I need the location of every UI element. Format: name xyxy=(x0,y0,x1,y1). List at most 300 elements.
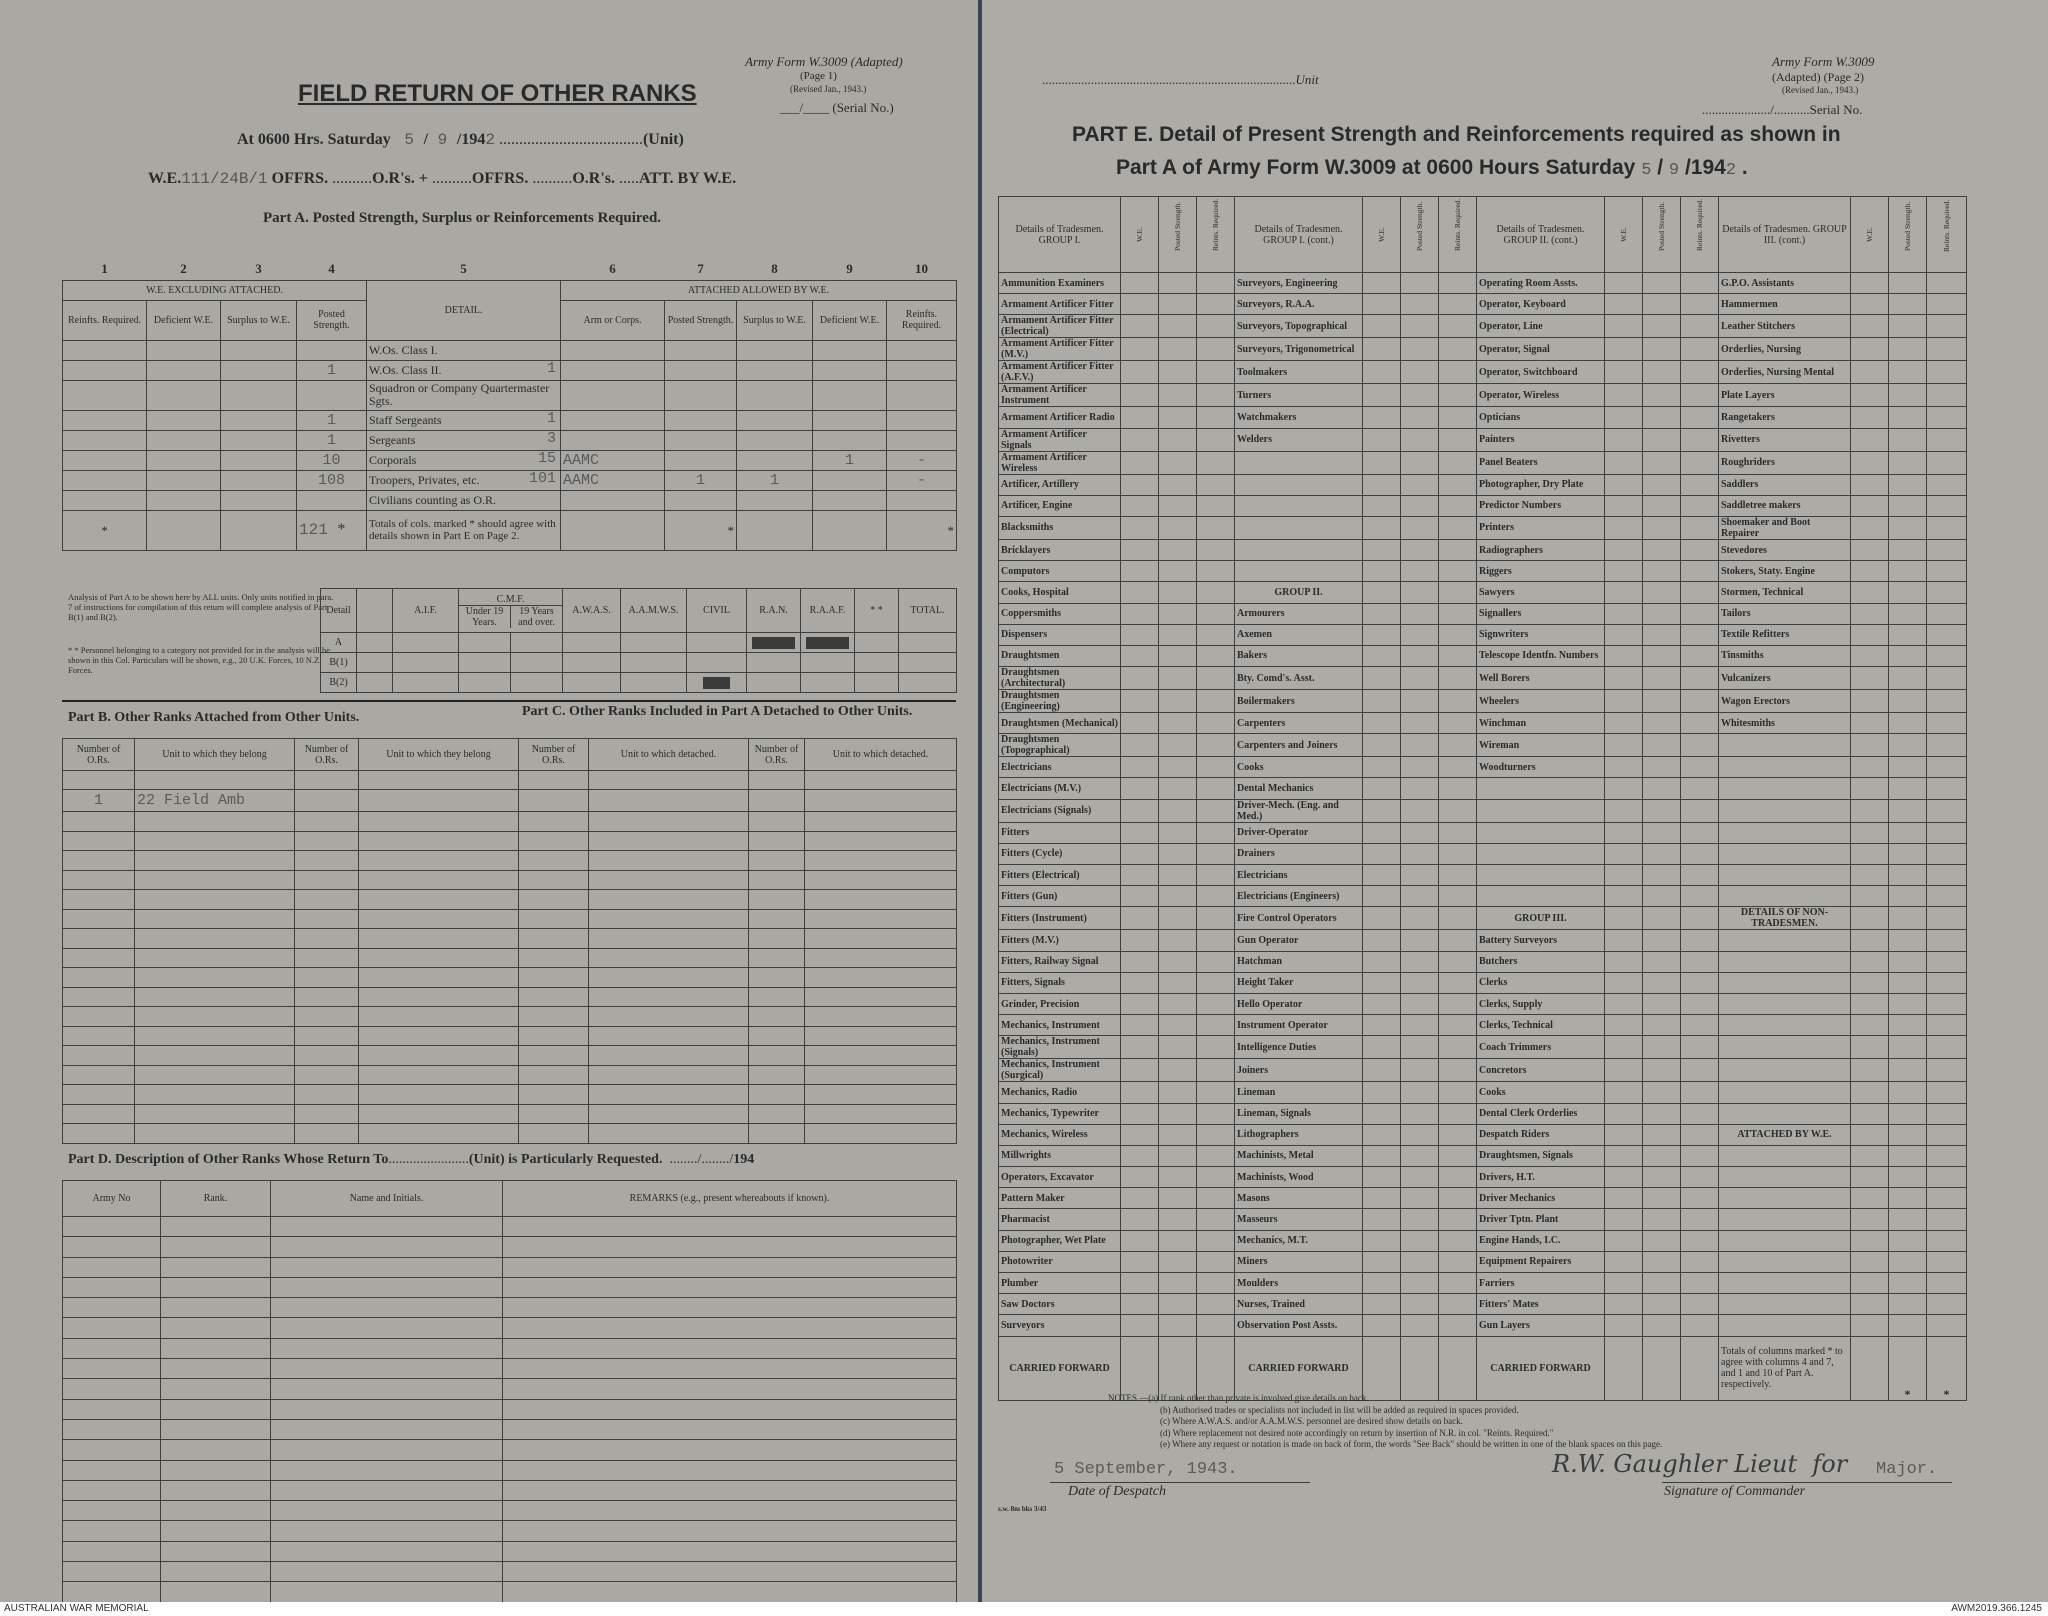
part-d-header: Rank. xyxy=(161,1181,271,1217)
row-att-def xyxy=(813,380,887,410)
row-detail: Sergeants xyxy=(369,432,416,447)
trades-subheader: W.E. xyxy=(1377,227,1386,242)
page-1 xyxy=(0,0,979,1602)
trade-name: Dispensers xyxy=(999,624,1121,645)
trade-name: Armourers xyxy=(1235,603,1363,624)
star-mark: * xyxy=(1927,1336,1967,1400)
serial-no-2: ...................../...........Serial No. xyxy=(1702,102,1863,117)
star-mark: * xyxy=(887,510,957,550)
part-a-row xyxy=(63,430,957,450)
col-num: 10 xyxy=(887,258,957,280)
trade-name: Tinsmiths xyxy=(1719,645,1851,666)
trade-name: Bakers xyxy=(1235,645,1363,666)
part-b-unit: 22 Field Amb xyxy=(135,790,295,812)
trades-row xyxy=(999,1059,1967,1082)
analysis-header: R.A.A.F. xyxy=(801,589,855,633)
trade-name: Farriers xyxy=(1477,1273,1605,1294)
trade-name: Photowriter xyxy=(999,1251,1121,1272)
trade-name: Millwrights xyxy=(999,1145,1121,1166)
trade-name: Armament Artificer Signals xyxy=(999,428,1121,451)
trades-subheader: Posted Strength. xyxy=(1903,201,1912,251)
part-a-row xyxy=(63,450,957,470)
trades-row xyxy=(999,451,1967,474)
we-line: W.E.111/24B/1 OFFRS. ..........O.R's. + ..........OFFRS. ..........O.R's. .....ATT. BY W.E. xyxy=(148,170,737,188)
analysis-header: A.I.F. xyxy=(393,589,459,633)
trade-name: Masseurs xyxy=(1235,1209,1363,1230)
trade-name xyxy=(1477,778,1605,799)
trade-name xyxy=(1719,778,1851,799)
trade-name: Toolmakers xyxy=(1235,361,1363,384)
row-arm xyxy=(561,340,665,360)
trade-name xyxy=(1719,1230,1851,1251)
analysis-row-label: B(1) xyxy=(321,653,357,673)
trade-name: Miners xyxy=(1235,1251,1363,1272)
trade-name xyxy=(1235,495,1363,516)
trade-name: Stevedores xyxy=(1719,539,1851,560)
trades-header: Details of Tradesmen. GROUP I. (cont.) xyxy=(1235,197,1363,273)
trade-name: Mechanics, M.T. xyxy=(1235,1230,1363,1251)
row-arm xyxy=(561,380,665,410)
trade-name xyxy=(1719,886,1851,907)
carried-forward: CARRIED FORWARD xyxy=(1477,1336,1605,1400)
trades-subheader: W.E. xyxy=(1865,227,1874,242)
trade-name: Mechanics, Instrument (Surgical) xyxy=(999,1059,1121,1082)
row-att-posted: 1 xyxy=(665,470,737,490)
trade-name: Operator, Keyboard xyxy=(1477,294,1605,315)
trade-name: Woodturners xyxy=(1477,757,1605,778)
footer-left: AUSTRALIAN WAR MEMORIAL xyxy=(4,1603,149,1614)
part-a-row xyxy=(63,410,957,430)
trade-name xyxy=(1477,843,1605,864)
subheader: Reinfts. Required. xyxy=(63,300,147,340)
part-e-title-line2: Part A of Army Form W.3009 at 0600 Hours Saturday 5 / 9 /1942 . xyxy=(1116,156,1748,180)
part-a-row xyxy=(63,340,957,360)
row-detail: Staff Sergeants xyxy=(369,412,442,427)
trade-name: Despatch Riders xyxy=(1477,1124,1605,1145)
row-posted xyxy=(297,340,367,360)
trades-row xyxy=(999,428,1967,451)
trade-name: Printers xyxy=(1477,516,1605,539)
subheader: Posted Strength. xyxy=(297,300,367,340)
trade-name: Fitters (Electrical) xyxy=(999,865,1121,886)
carried-forward-row xyxy=(999,1336,1967,1400)
trade-name xyxy=(1477,799,1605,822)
trades-row xyxy=(999,734,1967,757)
trade-name: Mechanics, Instrument (Signals) xyxy=(999,1036,1121,1059)
form-revised-2: (Revised Jan., 1943.) xyxy=(1782,85,1859,95)
row-att-reinf xyxy=(887,380,957,410)
star-mark: * xyxy=(63,510,147,550)
part-b-title: Part B. Other Ranks Attached from Other Units. xyxy=(68,710,360,725)
analysis-note: Analysis of Part A to be shown here by ALL units. Only units notified in para. 7 of instructions for compilation of this return will complete analysis of Part B(1) and B(2). xyxy=(68,592,334,622)
trade-name: Armament Artificer Instrument xyxy=(999,384,1121,407)
trade-name xyxy=(1719,1059,1851,1082)
trades-row xyxy=(999,1188,1967,1209)
row-detail: Squadron or Company Quartermaster Sgts. xyxy=(369,381,550,408)
trade-name: Ammunition Examiners xyxy=(999,273,1121,294)
subheader: Reinfts. Required. xyxy=(887,300,957,340)
trade-name xyxy=(1477,886,1605,907)
trades-row xyxy=(999,1273,1967,1294)
trades-row xyxy=(999,690,1967,713)
part-e-table xyxy=(998,196,1967,1401)
trades-row xyxy=(999,865,1967,886)
trades-row xyxy=(999,843,1967,864)
col-num: 5 xyxy=(367,258,561,280)
trade-name xyxy=(1719,1251,1851,1272)
trade-name: GROUP II. xyxy=(1235,582,1363,603)
despatch-date: 5 September, 1943. xyxy=(1054,1460,1238,1479)
trade-name: Electricians xyxy=(1235,865,1363,886)
trades-row xyxy=(999,993,1967,1014)
part-d-header: Army No xyxy=(63,1181,161,1217)
trades-row xyxy=(999,1082,1967,1103)
detail-header: DETAIL. xyxy=(367,280,561,340)
trade-name xyxy=(1719,1167,1851,1188)
trades-row xyxy=(999,822,1967,843)
trade-name: Lineman xyxy=(1235,1082,1363,1103)
trades-row xyxy=(999,799,1967,822)
part-bc-table xyxy=(62,738,957,1144)
trade-name: Bty. Comd's. Asst. xyxy=(1235,667,1363,690)
trade-name: Mechanics, Typewriter xyxy=(999,1103,1121,1124)
trades-subheader: Reints. Required. xyxy=(1695,198,1704,251)
trade-name: Draughtsmen (Topographical) xyxy=(999,734,1121,757)
trades-header: Details of Tradesmen. GROUP II. (cont.) xyxy=(1477,197,1605,273)
part-b-number: 1 xyxy=(63,790,135,812)
trades-subheader: W.E. xyxy=(1619,227,1628,242)
row-att-def xyxy=(813,430,887,450)
row-att-posted xyxy=(665,410,737,430)
trade-name: DETAILS OF NON-TRADESMEN. xyxy=(1719,907,1851,930)
trade-name: Driver-Operator xyxy=(1235,822,1363,843)
trade-name: Armament Artificer Fitter (A.F.V.) xyxy=(999,361,1121,384)
row-att-reinf: - xyxy=(887,470,957,490)
trade-name: Clerks, Technical xyxy=(1477,1015,1605,1036)
part-c-title: Part C. Other Ranks Included in Part A Detached to Other Units. xyxy=(522,704,913,719)
trade-name: Cooks, Hospital xyxy=(999,582,1121,603)
subheader: Surplus to W.E. xyxy=(221,300,297,340)
trade-name xyxy=(1719,972,1851,993)
trade-name: Observation Post Assts. xyxy=(1235,1315,1363,1336)
trade-name: Fitters, Signals xyxy=(999,972,1121,993)
trade-name: Electricians xyxy=(999,757,1121,778)
subheader: Surplus to W.E. xyxy=(737,300,813,340)
trade-name: Panel Beaters xyxy=(1477,451,1605,474)
trade-name: Lineman, Signals xyxy=(1235,1103,1363,1124)
trade-name: Hatchman xyxy=(1235,951,1363,972)
subheader: Arm or Corps. xyxy=(561,300,665,340)
trade-name: Textile Refitters xyxy=(1719,624,1851,645)
trades-row xyxy=(999,516,1967,539)
trade-name: Moulders xyxy=(1235,1273,1363,1294)
part-bc-header: Number of O.Rs. xyxy=(295,739,359,771)
trade-name: Artificer, Artillery xyxy=(999,474,1121,495)
trade-name: Battery Surveyors xyxy=(1477,930,1605,951)
trade-name: Machinists, Metal xyxy=(1235,1145,1363,1166)
trade-name: Well Borers xyxy=(1477,667,1605,690)
redaction xyxy=(747,633,801,653)
trade-name: Pharmacist xyxy=(999,1209,1121,1230)
row-att-posted xyxy=(665,450,737,470)
trade-name xyxy=(1235,539,1363,560)
row-posted: 10 xyxy=(297,450,367,470)
row-att-surplus xyxy=(737,360,813,380)
row-att-reinf xyxy=(887,490,957,510)
trade-name: G.P.O. Assistants xyxy=(1719,273,1851,294)
trade-name: Orderlies, Nursing xyxy=(1719,338,1851,361)
trade-name xyxy=(1719,757,1851,778)
trades-row xyxy=(999,930,1967,951)
trades-row xyxy=(999,757,1967,778)
trade-name: Predictor Numbers xyxy=(1477,495,1605,516)
col-num: 1 xyxy=(63,258,147,280)
trade-name xyxy=(1719,1103,1851,1124)
trade-name: Surveyors, Engineering xyxy=(1235,273,1363,294)
analysis-table xyxy=(320,588,957,693)
trades-row xyxy=(999,315,1967,338)
row-att-def xyxy=(813,410,887,430)
footer-right: AWM2019.366.1245 xyxy=(1951,1603,2042,1614)
row-arm xyxy=(561,360,665,380)
trades-row xyxy=(999,495,1967,516)
totals-note-2: Totals of columns marked * to agree with columns 4 and 7, and 1 and 10 of Part A. respectively. xyxy=(1719,1336,1851,1400)
row-att-reinf xyxy=(887,340,957,360)
trades-row xyxy=(999,886,1967,907)
trade-name: Draughtsmen (Engineering) xyxy=(999,690,1121,713)
trade-name: Watchmakers xyxy=(1235,407,1363,428)
trade-name xyxy=(1719,1273,1851,1294)
trade-name xyxy=(1477,822,1605,843)
trades-row xyxy=(999,582,1967,603)
trades-subheader: Reints. Required. xyxy=(1211,198,1220,251)
trade-name: Dental Clerk Orderlies xyxy=(1477,1103,1605,1124)
total-posted: 121 * xyxy=(297,510,367,550)
trade-name xyxy=(1719,822,1851,843)
trade-name: Draughtsmen, Signals xyxy=(1477,1145,1605,1166)
part-a-row xyxy=(63,470,957,490)
trade-name: Carpenters and Joiners xyxy=(1235,734,1363,757)
print-code: s.w. 8m bks 3/43 xyxy=(998,1505,1047,1513)
trade-name: Rivetters xyxy=(1719,428,1851,451)
trades-row xyxy=(999,603,1967,624)
row-att-posted xyxy=(665,380,737,410)
col-num: 6 xyxy=(561,258,665,280)
archive-footer xyxy=(0,1602,2048,1616)
trade-name: Gun Layers xyxy=(1477,1315,1605,1336)
trade-name: Armament Artificer Wireless xyxy=(999,451,1121,474)
part-bc-header: Number of O.Rs. xyxy=(749,739,805,771)
trade-name: Photographer, Wet Plate xyxy=(999,1230,1121,1251)
row-posted: 108 xyxy=(297,470,367,490)
trade-name: Coppersmiths xyxy=(999,603,1121,624)
trade-name: Electricians (M.V.) xyxy=(999,778,1121,799)
trade-name xyxy=(1719,865,1851,886)
trade-name xyxy=(1719,734,1851,757)
trade-name: Dental Mechanics xyxy=(1235,778,1363,799)
trade-name: Wagon Erectors xyxy=(1719,690,1851,713)
trades-row xyxy=(999,294,1967,315)
trade-name: Driver Mechanics xyxy=(1477,1188,1605,1209)
page-2 xyxy=(982,0,2048,1602)
trade-name: Cooks xyxy=(1477,1082,1605,1103)
trade-name: Drainers xyxy=(1235,843,1363,864)
trade-name: Painters xyxy=(1477,428,1605,451)
analysis-row-label: A xyxy=(321,633,357,653)
trade-name: Concretors xyxy=(1477,1059,1605,1082)
row-att-reinf xyxy=(887,360,957,380)
part-a-row xyxy=(63,490,957,510)
trade-name: Saw Doctors xyxy=(999,1294,1121,1315)
row-att-surplus xyxy=(737,430,813,450)
trade-name: Axemen xyxy=(1235,624,1363,645)
col-num: 8 xyxy=(737,258,813,280)
trade-name: Opticians xyxy=(1477,407,1605,428)
row-posted: 1 xyxy=(297,410,367,430)
trades-header: Details of Tradesmen. GROUP III. (cont.) xyxy=(1719,197,1851,273)
row-arm xyxy=(561,410,665,430)
trade-name: Machinists, Wood xyxy=(1235,1167,1363,1188)
trade-name: Gun Operator xyxy=(1235,930,1363,951)
trade-name: Instrument Operator xyxy=(1235,1015,1363,1036)
trades-row xyxy=(999,667,1967,690)
trade-name: Wireman xyxy=(1477,734,1605,757)
trade-name: Nurses, Trained xyxy=(1235,1294,1363,1315)
trade-name xyxy=(1719,993,1851,1014)
row-att-def xyxy=(813,490,887,510)
analysis-header: CIVIL xyxy=(687,589,747,633)
row-posted xyxy=(297,380,367,410)
form-id: Army Form W.3009 (Adapted) xyxy=(745,54,903,69)
attached-allowed-header: ATTACHED ALLOWED BY W.E. xyxy=(561,280,957,300)
trade-name: Driver Tptn. Plant xyxy=(1477,1209,1605,1230)
part-d-header: Name and Initials. xyxy=(271,1181,503,1217)
part-bc-header: Number of O.Rs. xyxy=(519,739,589,771)
row-att-def xyxy=(813,340,887,360)
trade-name xyxy=(1719,1315,1851,1336)
trade-name xyxy=(1477,865,1605,886)
trades-row xyxy=(999,1251,1967,1272)
form-page-2: (Adapted) (Page 2) xyxy=(1772,70,1864,84)
trade-name xyxy=(1719,1145,1851,1166)
trade-name: Artificer, Engine xyxy=(999,495,1121,516)
trade-name: Drivers, H.T. xyxy=(1477,1167,1605,1188)
trade-name: Operating Room Assts. xyxy=(1477,273,1605,294)
trades-subheader: Posted Strength. xyxy=(1657,201,1666,251)
trade-name: Whitesmiths xyxy=(1719,713,1851,734)
trade-name: Grinder, Precision xyxy=(999,993,1121,1014)
totals-row xyxy=(63,510,957,550)
trades-row xyxy=(999,645,1967,666)
row-arm xyxy=(561,490,665,510)
row-att-surplus xyxy=(737,490,813,510)
trade-name: Photographer, Dry Plate xyxy=(1477,474,1605,495)
row-att-surplus xyxy=(737,340,813,360)
trade-name: Hello Operator xyxy=(1235,993,1363,1014)
trade-name: Signwriters xyxy=(1477,624,1605,645)
carried-forward: CARRIED FORWARD xyxy=(999,1336,1121,1400)
we-excluding-header: W.E. EXCLUDING ATTACHED. xyxy=(63,280,367,300)
trade-name: Fire Control Operators xyxy=(1235,907,1363,930)
trade-name: Driver-Mech. (Eng. and Med.) xyxy=(1235,799,1363,822)
trade-name: Masons xyxy=(1235,1188,1363,1209)
row-we: 101 xyxy=(528,470,556,487)
signature: R.W. Gaughler Lieut for xyxy=(1552,1450,1848,1478)
trade-name: Draughtsmen (Architectural) xyxy=(999,667,1121,690)
trades-subheader: Posted Strength. xyxy=(1173,201,1182,251)
trade-name: Pattern Maker xyxy=(999,1188,1121,1209)
row-att-reinf: - xyxy=(887,450,957,470)
trade-name: Blacksmiths xyxy=(999,516,1121,539)
page-title: FIELD RETURN OF OTHER RANKS xyxy=(298,80,697,107)
trades-row xyxy=(999,1209,1967,1230)
analysis-header: R.A.N. xyxy=(747,589,801,633)
trade-name xyxy=(1719,930,1851,951)
row-att-posted xyxy=(665,490,737,510)
trades-header: Details of Tradesmen. GROUP I. xyxy=(999,197,1121,273)
part-a-row xyxy=(63,360,957,380)
trades-row xyxy=(999,778,1967,799)
row-arm: AAMC xyxy=(561,450,665,470)
trade-name: Carpenters xyxy=(1235,713,1363,734)
trade-name: Butchers xyxy=(1477,951,1605,972)
part-a-row xyxy=(63,380,957,410)
carried-forward: CARRIED FORWARD xyxy=(1235,1336,1363,1400)
trade-name: Lithographers xyxy=(1235,1124,1363,1145)
trade-name: Leather Stitchers xyxy=(1719,315,1851,338)
trades-subheader: Posted Strength. xyxy=(1415,201,1424,251)
row-we: 15 xyxy=(537,450,556,467)
trade-name: Telescope Identfn. Numbers xyxy=(1477,645,1605,666)
trade-name: Orderlies, Nursing Mental xyxy=(1719,361,1851,384)
part-bc-header: Unit to which detached. xyxy=(805,739,957,771)
trade-name: Surveyors, R.A.A. xyxy=(1235,294,1363,315)
trade-name: Coach Trimmers xyxy=(1477,1036,1605,1059)
row-we: 1 xyxy=(546,360,556,377)
note: (c) Where A.W.A.S. and/or A.A.M.W.S. personnel are desired show details on back. xyxy=(1160,1416,1463,1426)
trade-name xyxy=(1719,799,1851,822)
trade-name: Saddletree makers xyxy=(1719,495,1851,516)
trade-name: Electricians (Signals) xyxy=(999,799,1121,822)
row-detail: W.Os. Class II. xyxy=(369,362,442,377)
row-att-def xyxy=(813,470,887,490)
part-d-header: REMARKS (e.g., present whereabouts if known). xyxy=(503,1181,957,1217)
trades-row xyxy=(999,907,1967,930)
trades-row xyxy=(999,1230,1967,1251)
note: (d) Where replacement not desired note accordingly on return by insertion of N.R. in col. "Reints. Required." xyxy=(1160,1427,1554,1438)
trade-name: Height Taker xyxy=(1235,972,1363,993)
row-detail: Corporals xyxy=(369,452,417,467)
row-posted xyxy=(297,490,367,510)
row-att-reinf xyxy=(887,430,957,450)
part-bc-header: Unit to which they belong xyxy=(135,739,295,771)
row-att-surplus xyxy=(737,450,813,470)
trade-name: Computors xyxy=(999,561,1121,582)
trade-name: Plumber xyxy=(999,1273,1121,1294)
trade-name xyxy=(1235,451,1363,474)
trades-subheader: W.E. xyxy=(1135,227,1144,242)
part-d-table xyxy=(62,1180,957,1602)
trade-name: Fitters, Railway Signal xyxy=(999,951,1121,972)
form-revised: (Revised Jan., 1943.) xyxy=(790,84,867,94)
trade-name: Draughtsmen xyxy=(999,645,1121,666)
trade-name: Engine Hands, I.C. xyxy=(1477,1230,1605,1251)
trades-row xyxy=(999,1145,1967,1166)
analysis-header: * * xyxy=(855,589,899,633)
row-att-def xyxy=(813,360,887,380)
part-a-table xyxy=(62,258,957,551)
redaction xyxy=(801,633,855,653)
